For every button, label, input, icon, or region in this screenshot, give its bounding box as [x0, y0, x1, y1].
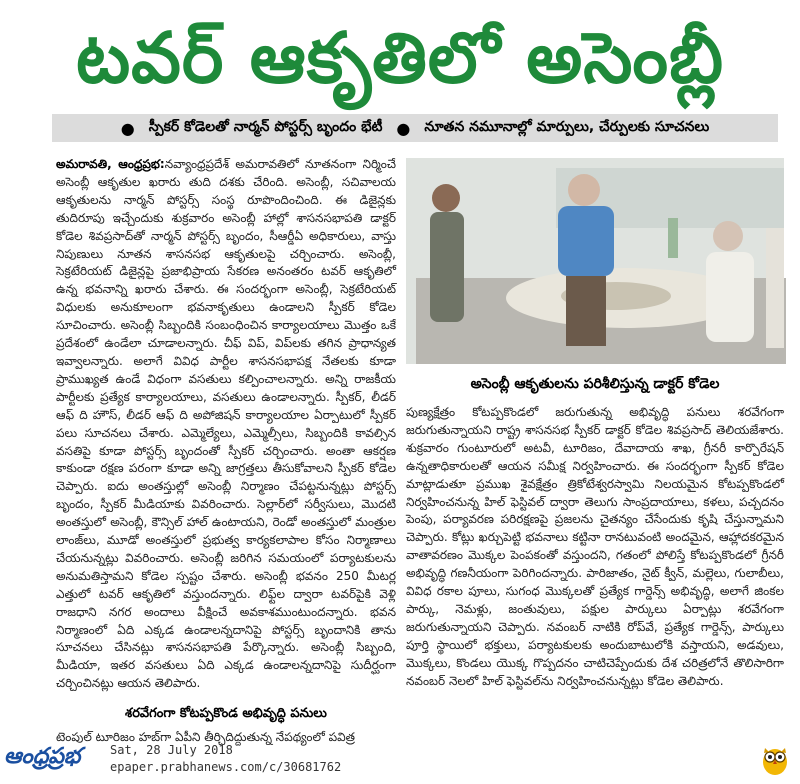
- article-text-3: పుణ్యక్షేత్రం కోటప్పకొండలో జరుగుతున్న అభివృద్ధి పనులు శరవేగంగా జరుగుతున్నాయని రాష్ట్ర శాసనసభ స్పీకర్ డాక్టర్ కోడెల శివప్రసాద్ తెలియజేశారు. శుక్రవారం గుంటూరులో అటవీ, టూరిజం, దేవాదాయ శాఖ, గ్రీనరీ కార్పొరేషన్ ఉన్నతాధికారులతో ఆయన సమీక్ష నిర్వహించారు. ఈ సందర్భంగా స్పీకర్ కోడెల మాట్లాడుతూ ప్రముఖ శైవక్షేత్రం త్రికోటేశ్వరస్వామి నిలయమైన కోటప్పకొండలో నిర్వహించనున్న హిల్ ఫెస్టివల్ ద్వారా తెలుగు సాంప్రదాయాలు, కళలు, పచ్చదనం పెంపు, పర్యావరణ పరిరక్షణపై ప్రజలను చైతన్యం చేసేందుకు కృషి చేస్తున్నామని చెప్పారు. కోట్లు ఖర్చుపెట్టి భవనాలు కట్టినా రానటువంటి అందమైన, ఆహ్లాదకరమైన వాతావరణం మొక్కల పెంపకంతో వస్తుందని, గతంలో పోలిస్తే కోటప్పకొండలో గ్రీనరీ అభివృద్ధి గణనీయంగా పెరిగిందన్నారు. పారిజాతం, నైట్ క్వీన్, మల్లెలు, గులాబీలు, వివిధ రకాల పూలు, సుగంధ మొక్కలతో ప్రత్యేక గార్డెన్స్ అభివృద్ధి, అలాగే జింకల పార్కు, నెమళ్లు, జంతువులు, పక్షుల పార్కులు ఏర్పాట్లు శరవేగంగా జరుగుతున్నాయని చెప్పారు. నవంబర్ నాటికి రోప్‌వే, ప్రత్యేక గార్డెన్స్, పార్కులు పూర్తి స్థాయిలో భక్తులు, పర్యాటకులకు అందుబాటులోకి వస్తాయని, అడవులు, మొక్కలు, కొండలు యొక్క గొప్పదనం చాటిచెప్పేందుకు దేశ చరిత్రలోనే తొలిసారిగా నవంబర్ నెలలో హిల్ ఫెస్టివల్‌ను నిర్వహించనున్నట్లు కోడెల తెలిపారు.: [406, 405, 784, 688]
- headline: టవర్ ఆకృతిలో అసెంబ్లీ: [76, 17, 724, 99]
- bullet: ●: [120, 118, 135, 138]
- edition-date: Sat, 28 July 2018: [110, 743, 233, 757]
- article-right-column: [406, 404, 784, 716]
- photo-caption: అసెంబ్లీ ఆకృతులను పరిశీలిస్తున్న డాక్టర్ కోడెల: [470, 376, 720, 392]
- section-subhead: శరవేగంగా కోటప్పకొండ అభివృద్ధి పనులు: [125, 706, 327, 722]
- owl-icon: [760, 742, 790, 776]
- article-left-column: [56, 156, 396, 745]
- news-photo: [406, 158, 784, 364]
- epaper-url[interactable]: epaper.prabhanews.com/c/30681762: [110, 760, 342, 774]
- dateline: అమరావతి, ఆంధ్రప్రభ:: [56, 157, 165, 171]
- article-body-1: [56, 156, 396, 693]
- subheadline-2: నూతన నమూనాల్లో మార్పులు, చేర్పులకు సూచనలు: [424, 118, 710, 135]
- meeting-photo-illustration: [406, 158, 784, 364]
- article-text-2: టెంపుల్ టూరిజం హబ్‌గా ఏపీని తీర్చిదిద్దుతున్న నేపథ్యంలో పవిత్ర: [56, 730, 356, 745]
- newspaper-logo: ఆంధ్రప్రభ: [4, 744, 81, 769]
- subheadline-bar: [52, 114, 778, 142]
- bullet: ●: [396, 118, 411, 138]
- article-text-1: నవ్యాంధ్రప్రదేశ్ అమరావతిలో నూతనంగా నిర్మించే అసెంబ్లీ ఆకృతుల ఖరారు తుది దశకు చేరింది. అసెంబ్లీ, సచివాలయ ఆకృతులను నార్మన్ పోస్టర్స్ సంస్థ రూపొందించింది. ఈ డిజైన్లకు తుదిరూపు ఇచ్చేందుకు శుక్రవారం అసెంబ్లీ హాల్లో శాసనసభాపతి డాక్టర్ కోడెల శివప్రసాద్‌తో నార్మన్ పోస్టర్స్ బృందం, సీఆర్డీఏ అధికారులు, వాస్తు నిపుణులు నూతన శాసనసభ ఆకృతులపై చర్చించారు. అసెంబ్లీ, సెక్రటేరియట్ డిజైన్లపై ప్రజాభిప్రాయ సేకరణ అనంతరం టవర్ ఆకృతిలో ఉన్న భవనాన్ని ఖరారు చేశారు. ఈ సందర్భంగా అసెంబ్లీ, సెక్రటేరియట్ విధులకు అనుకూలంగా భవనాకృతులు ఉండాలని స్పీకర్ కోడెల సూచించారు. అసెంబ్లీ సిబ్బందికి సంబంధించిన కార్యాలయాలు మొత్తం ఒకే ప్రదేశంలో ఉండేలా చూడాలన్నారు. చీఫ్ విప్, విప్‌లకు తగిన ప్రాధాన్యత ఇవ్వాలన్నారు. అలాగే వివిధ పార్టీల శాసనసభాపక్ష నేతలకు కూడా ప్రాముఖ్యత ఉండే విధంగా వసతులు కల్పించాలన్నారు. అన్ని రాజకీయ పార్టీలకు ప్రత్యేక కార్యాలయాలు, వసతులు ఉండాలన్నారు. స్పీకర్, లీడర్ ఆఫ్ ది హౌస్, లీడర్ ఆఫ్ ది అపోజిషన్ కార్యాలయాల ఏర్పాటులో స్పీకర్ పలు సూచనలు చేశారు. ఎమ్మెల్యేలు, ఎమ్మెల్సీలు, సిబ్బందికి కావల్సిన వసతిపై కూడా పోస్టర్స్ బృందంతో స్పీకర్ చర్చించారు. అంతా ఆకర్షణ కాకుండా రక్షణ పరంగా కూడా అన్ని జాగ్రత్తలు తీసుకోవాలని స్పీకర్ కోడెల చెప్పారు. ఐదు అంతస్తుల్లో అసెంబ్లీ నిర్మాణం చేపట్టనున్నట్లు పోస్టర్స్ బృందం, స్పీకర్ మీడియాకు వివరించారు. సెల్లార్‌లో సర్వీసులు, మొదటి అంతస్తులో అసెంబ్లీ, కౌన్సిల్ హాల్ ఉంటాయని, రెండో అంతస్తులో మంత్రుల లాంజ్‌లు, మూడో అంతస్తులో ప్రభుత్వ కార్యకలాపాల కోసం నిర్మాణాలు చేయనున్నట్లు వివరించారు. అసెంబ్లీ జరిగిన సమయంలో పర్యాటకులను అనుమతిస్తామని కోడెల స్పష్టం చేశారు. అసెంబ్లీ భవనం 250 మీటర్ల ఎత్తులో టవర్ ఆకృతిలో వస్తుందన్నారు. లిఫ్ట్‌ల ద్వారా టవర్‌పైకి వెళ్లి రాజధాని నగర అందాలు వీక్షించే అవకాశముంటుందన్నారు. భవన నిర్మాణంలో ఏది ఎక్కడ ఉండాలన్నదానిపై పోస్టర్స్ బృందానికి తాను సూచనలు చేసినట్లు శాసనసభాపతి పేర్కొన్నారు. అసెంబ్లీ సిబ్బంది, మీడియా, ఇతర వసతులు ఏది ఎక్కడ ఉండాలన్నదానిపై సుదీర్ఘంగా చర్చించినట్లు ఆయన తెలిపారు.: [56, 157, 396, 691]
- subheadline-1: స్పీకర్ కోడెలతో నార్మన్ పోస్టర్స్ బృందం భేటీ: [148, 118, 383, 135]
